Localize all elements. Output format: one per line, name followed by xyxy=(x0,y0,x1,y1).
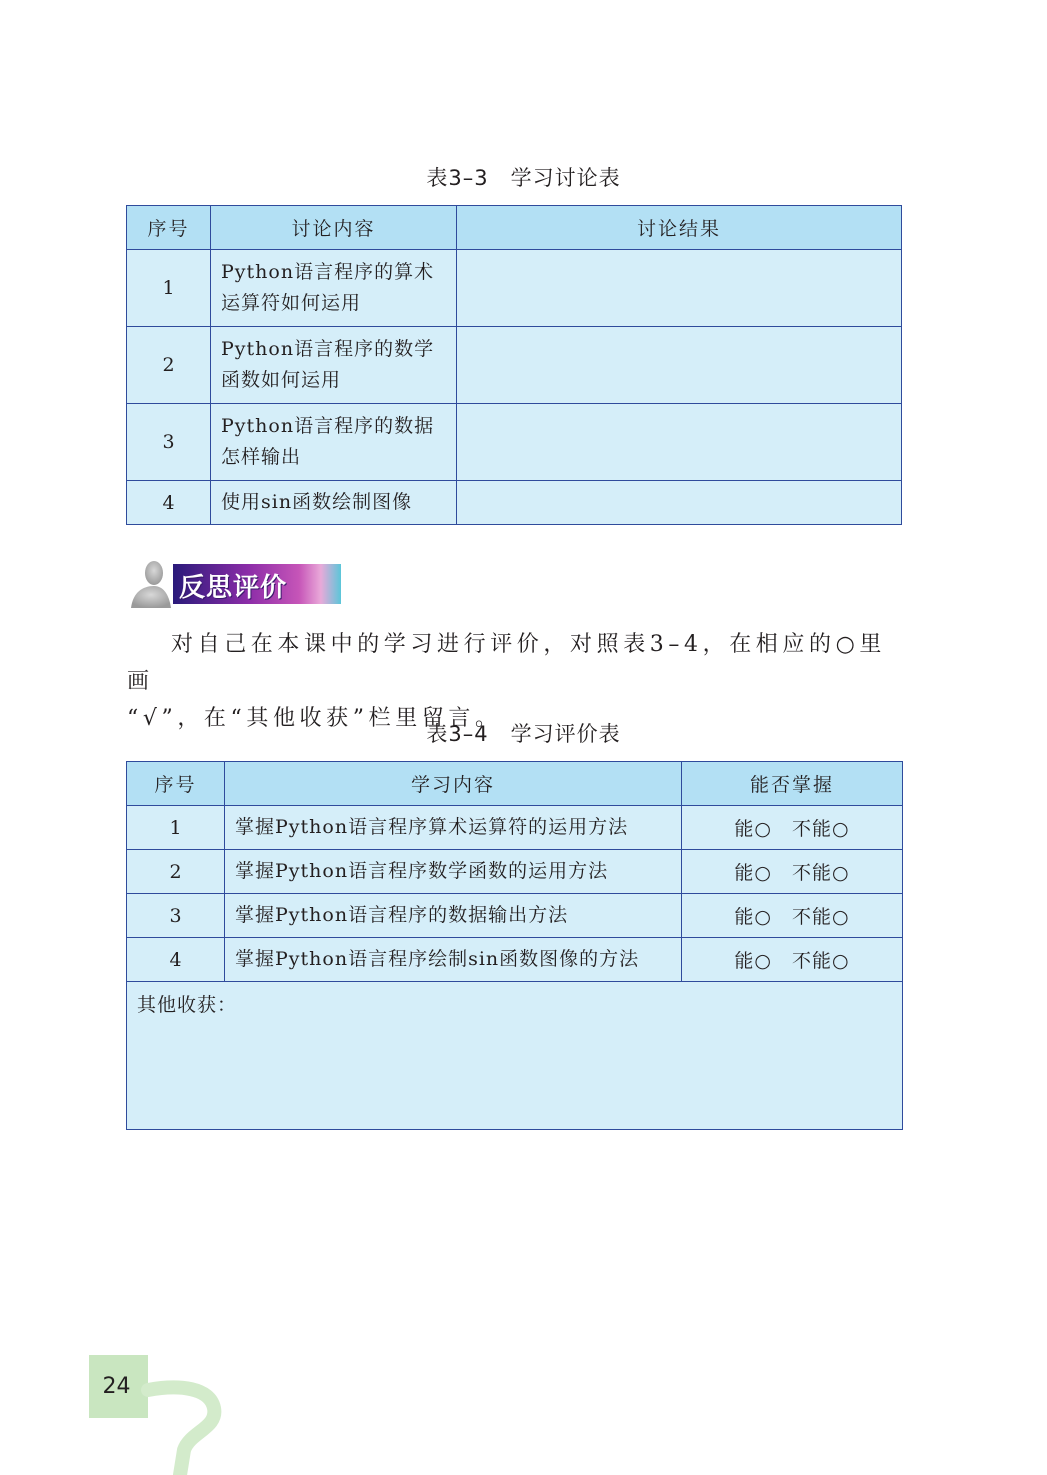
row-number: 4 xyxy=(127,481,211,525)
table-row xyxy=(127,404,902,481)
row-content: 掌握Python语言程序绘制sin函数图像的方法 xyxy=(225,938,682,982)
result-cell[interactable] xyxy=(457,481,902,525)
other-gains-label: 其他收获： xyxy=(137,994,238,1016)
paragraph-line: 对自己在本课中的学习进行评价，对照表3–4，在相应的○里画 xyxy=(127,632,886,694)
row-content-line: 怎样输出 xyxy=(221,446,302,468)
header-no: 序号 xyxy=(127,206,211,250)
row-content: 掌握Python语言程序数学函数的运用方法 xyxy=(225,850,682,894)
table-row xyxy=(127,938,903,982)
page-number: 24 xyxy=(102,1374,131,1399)
table-row xyxy=(127,250,902,327)
discussion-table xyxy=(126,205,902,525)
table-row xyxy=(127,894,903,938)
row-content xyxy=(211,404,457,481)
table-row xyxy=(127,481,902,525)
other-gains-row xyxy=(127,982,903,1130)
table1-caption: 表3–3 学习讨论表 xyxy=(426,166,621,190)
table-header-row xyxy=(127,762,903,806)
mastery-options[interactable]: 能○ 不能○ xyxy=(682,938,903,982)
header-no: 序号 xyxy=(127,762,225,806)
mastery-options[interactable]: 能○ 不能○ xyxy=(682,850,903,894)
table-row xyxy=(127,327,902,404)
mastery-options[interactable]: 能○ 不能○ xyxy=(682,894,903,938)
evaluation-table xyxy=(126,761,903,1130)
row-number: 3 xyxy=(127,404,211,481)
header-result: 讨论结果 xyxy=(457,206,902,250)
row-content-line: Python语言程序的算术 xyxy=(221,261,435,283)
row-number: 1 xyxy=(127,250,211,327)
row-number: 2 xyxy=(127,850,225,894)
section-title: 反思评价 xyxy=(179,573,288,603)
row-content: 掌握Python语言程序的数据输出方法 xyxy=(225,894,682,938)
row-content-line: 函数如何运用 xyxy=(221,369,342,391)
row-content-line: 运算符如何运用 xyxy=(221,292,362,314)
row-number: 3 xyxy=(127,894,225,938)
question-mark-decoration-icon xyxy=(140,1380,230,1475)
result-cell[interactable] xyxy=(457,404,902,481)
header-content: 学习内容 xyxy=(225,762,682,806)
row-content: 使用sin函数绘制图像 xyxy=(211,481,457,525)
person-silhouette-icon xyxy=(127,558,171,608)
row-content-line: Python语言程序的数学 xyxy=(221,338,435,360)
row-number: 1 xyxy=(127,806,225,850)
row-content-line: Python语言程序的数据 xyxy=(221,415,435,437)
row-number: 4 xyxy=(127,938,225,982)
header-content: 讨论内容 xyxy=(211,206,457,250)
result-cell[interactable] xyxy=(457,327,902,404)
section-banner xyxy=(127,558,341,608)
row-content: 掌握Python语言程序算术运算符的运用方法 xyxy=(225,806,682,850)
row-content xyxy=(211,327,457,404)
paragraph-line: “√”，在“其他收获”栏里留言。 xyxy=(127,706,502,731)
table-row xyxy=(127,806,903,850)
result-cell[interactable] xyxy=(457,250,902,327)
header-mastery: 能否掌握 xyxy=(682,762,903,806)
mastery-options[interactable]: 能○ 不能○ xyxy=(682,806,903,850)
table-row xyxy=(127,850,903,894)
row-content xyxy=(211,250,457,327)
row-number: 2 xyxy=(127,327,211,404)
other-gains-cell[interactable] xyxy=(127,982,903,1130)
table-header-row xyxy=(127,206,902,250)
table2-caption: 表3–4 学习评价表 xyxy=(426,722,621,746)
